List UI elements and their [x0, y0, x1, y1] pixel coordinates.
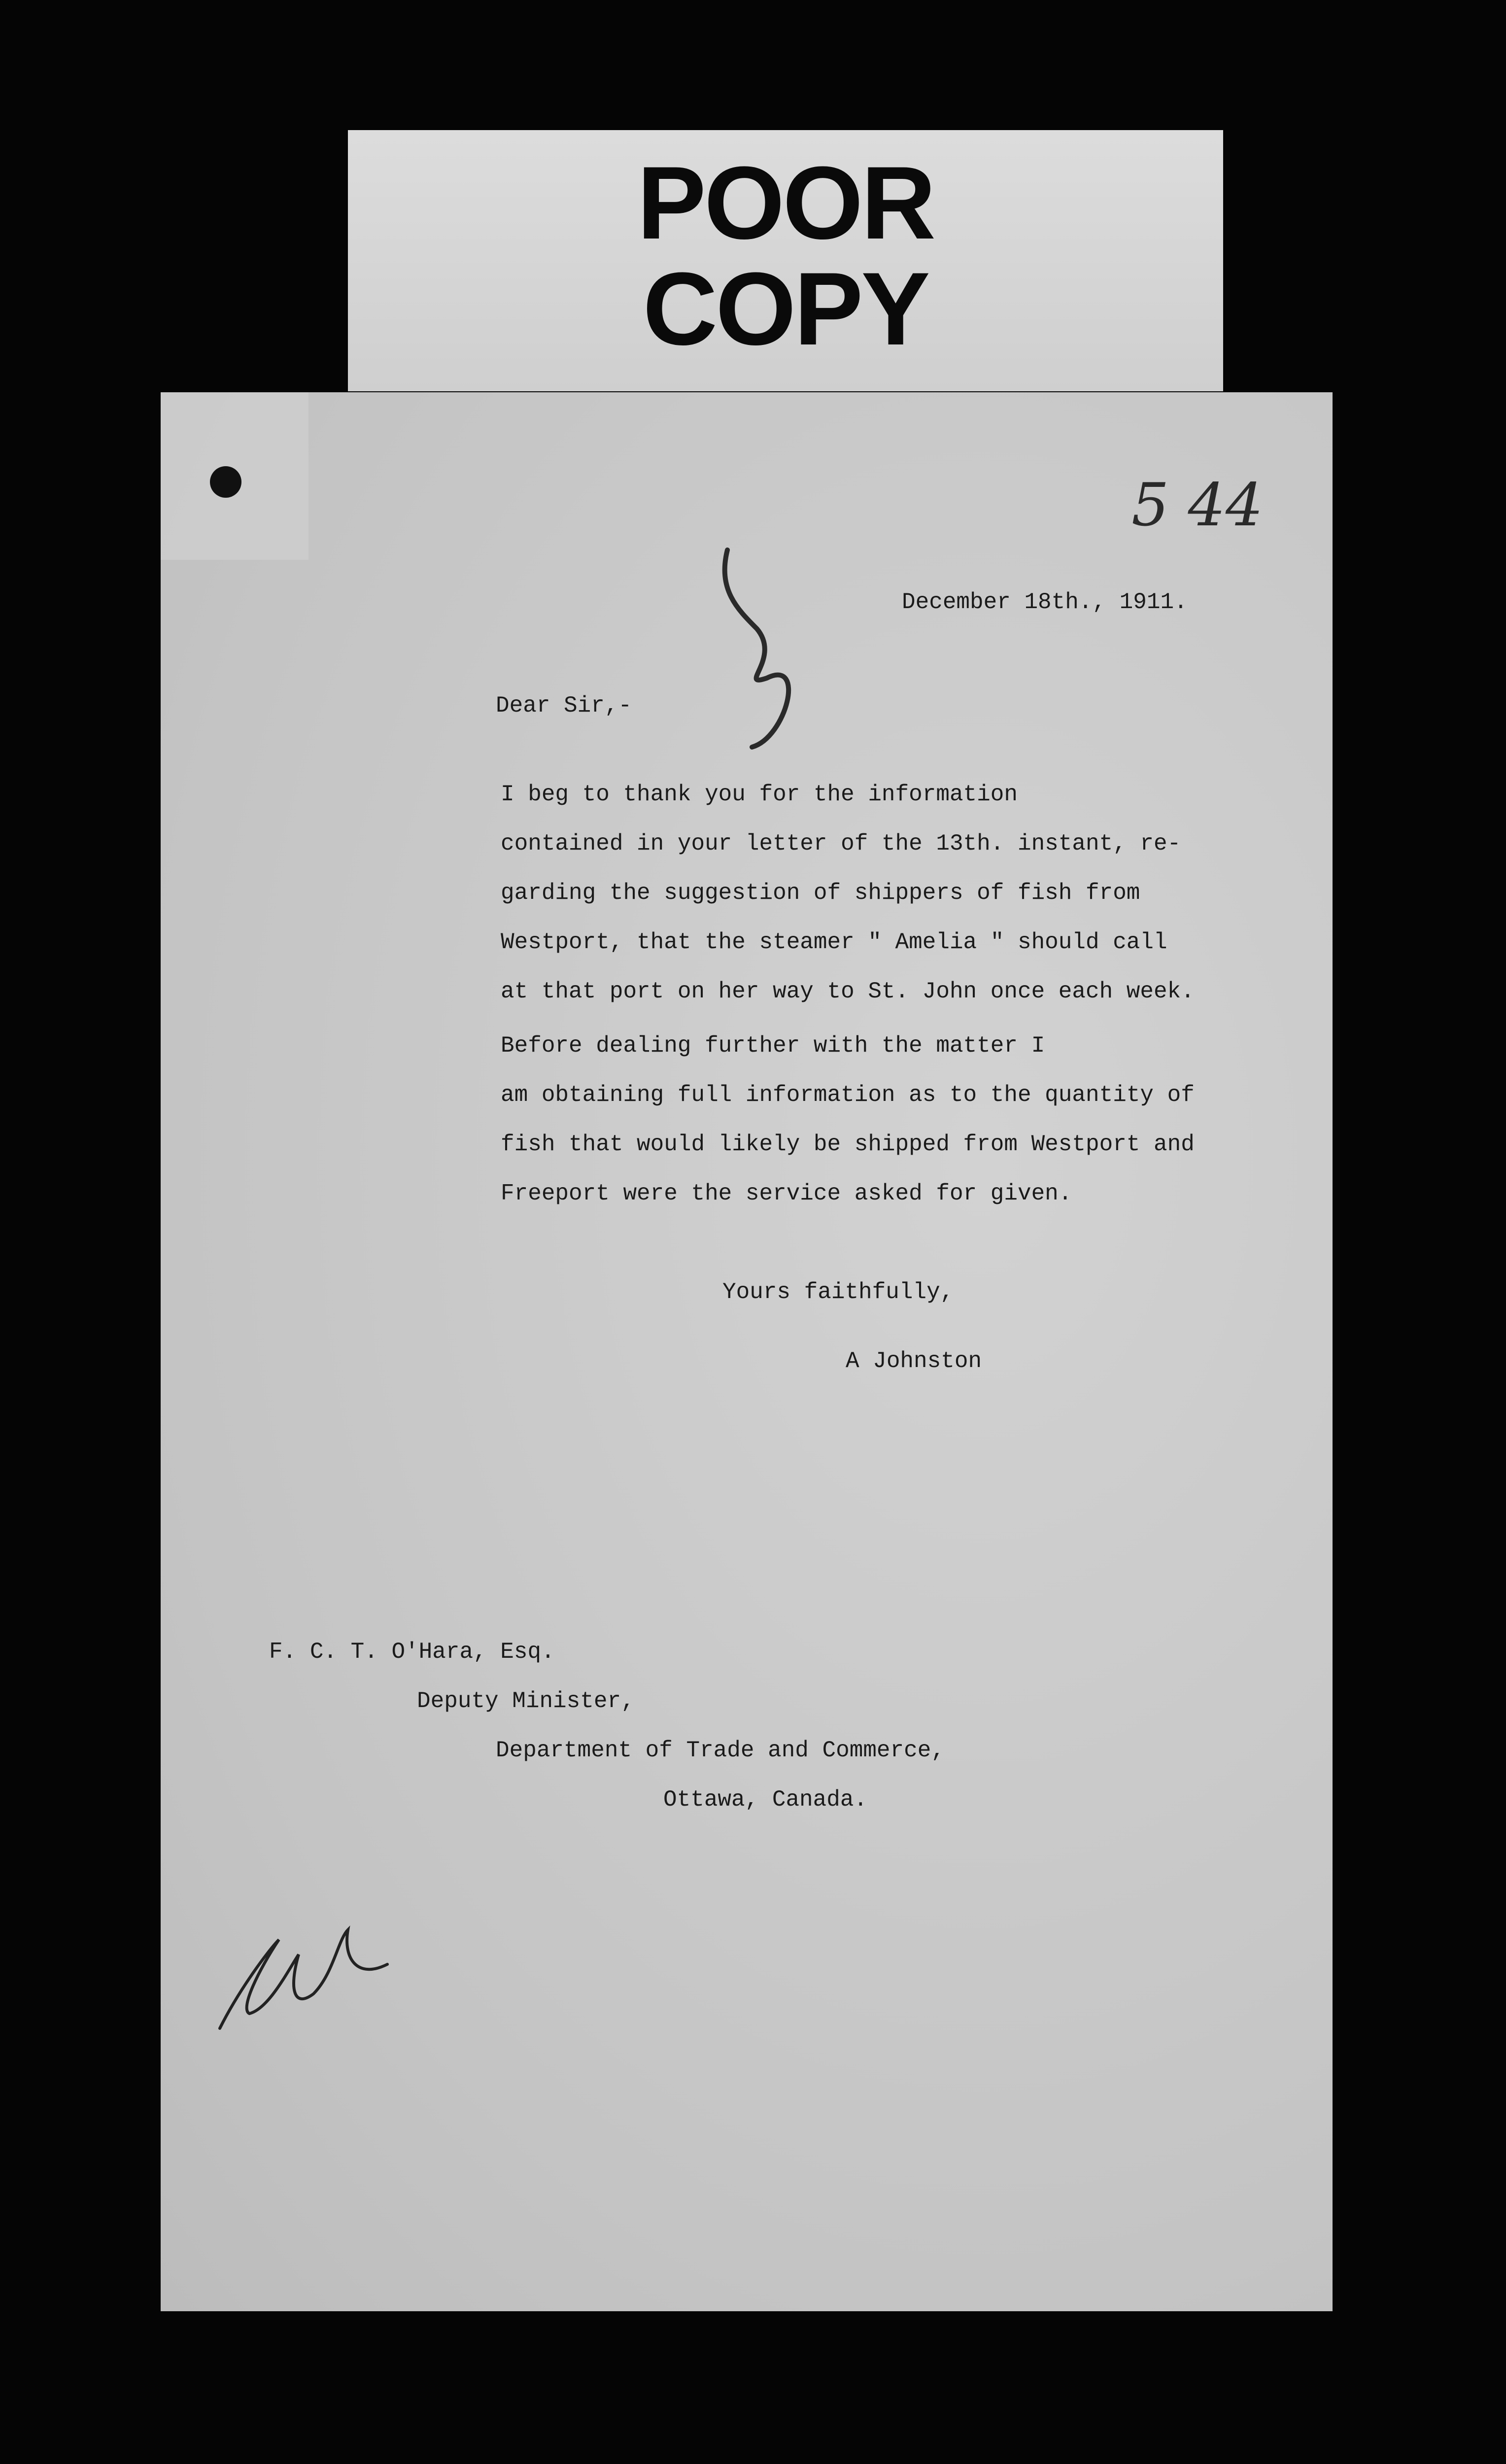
body-line-9: Freeport were the service asked for given.: [501, 1181, 1072, 1206]
poor-copy-stamp: [348, 130, 1223, 391]
body-line-4: Westport, that the steamer " Amelia " should call: [501, 929, 1167, 955]
body-line-7: am obtaining full information as to the quantity of: [501, 1082, 1195, 1108]
letter-date: December 18th., 1911.: [902, 589, 1188, 615]
address-city: Ottawa, Canada.: [663, 1787, 868, 1813]
address-department: Department of Trade and Commerce,: [496, 1738, 945, 1763]
address-name: F. C. T. O'Hara, Esq.: [269, 1639, 555, 1665]
body-line-3: garding the suggestion of shippers of fish from: [501, 880, 1140, 906]
body-line-6: Before dealing further with the matter I: [501, 1033, 1045, 1059]
punch-hole: [210, 466, 241, 498]
letter-salutation: Dear Sir,-: [496, 693, 632, 719]
body-line-5: at that port on her way to St. John once each week.: [501, 979, 1195, 1004]
handwritten-initials: [210, 1910, 397, 2048]
body-line-1: I beg to thank you for the information: [501, 782, 1018, 807]
letter-signature: A Johnston: [846, 1348, 982, 1374]
handwritten-numeral-mark: [708, 530, 836, 767]
letter-closing: Yours faithfully,: [722, 1279, 954, 1305]
stamp-line-copy: COPY: [643, 251, 928, 367]
body-line-8: fish that would likely be shipped from Westport and: [501, 1131, 1195, 1157]
address-title: Deputy Minister,: [417, 1688, 635, 1714]
stamp-line-poor: POOR: [637, 145, 934, 261]
page-number: 5 44: [1131, 471, 1264, 540]
body-line-2: contained in your letter of the 13th. instant, re-: [501, 831, 1181, 856]
letter-page: [161, 392, 1333, 2311]
